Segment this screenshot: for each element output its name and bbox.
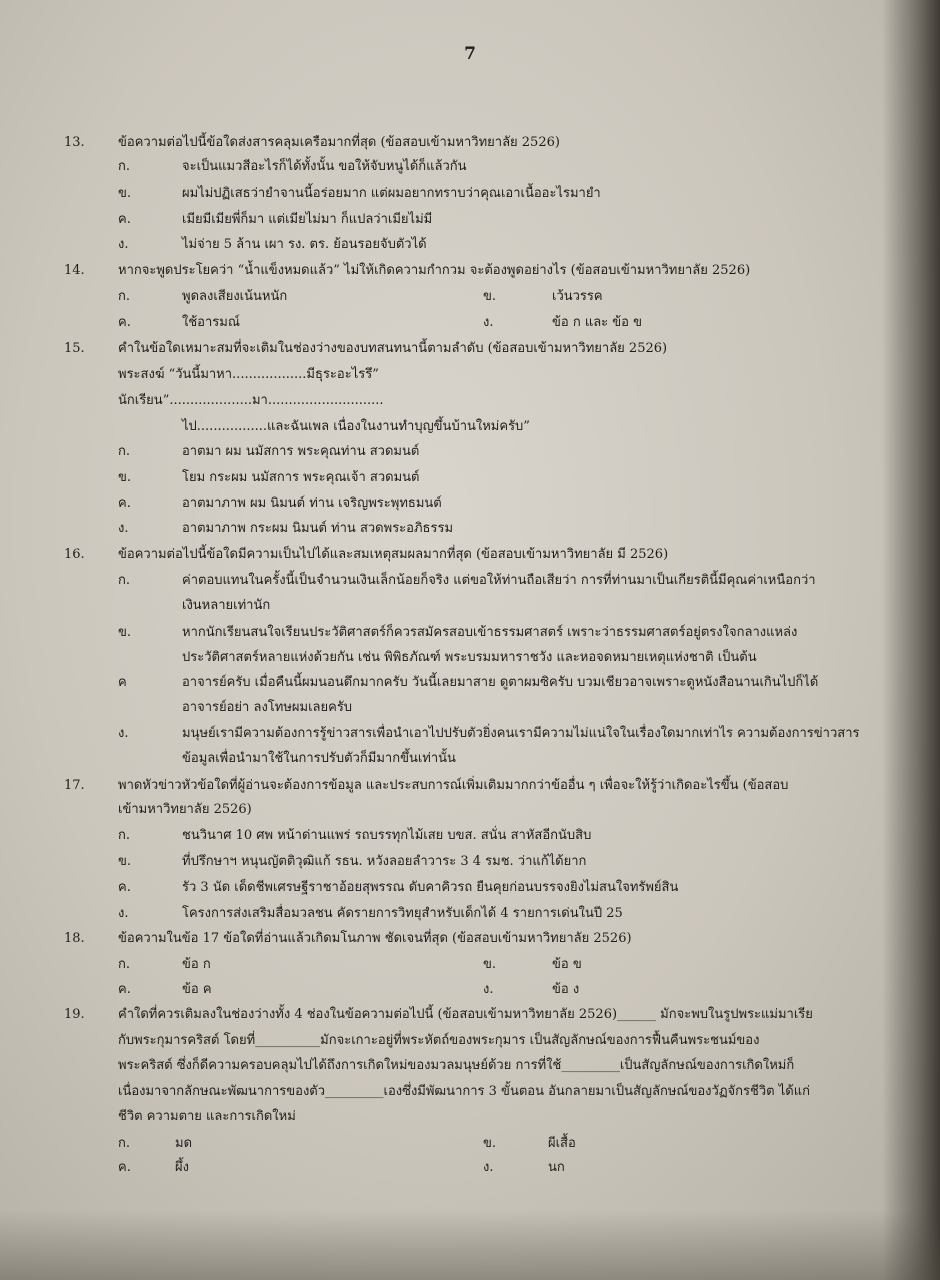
choice-label: ก.: [118, 573, 131, 588]
choice-label: ก.: [118, 957, 131, 972]
choice-text: โยม กระผม นมัสการ พระคุณเจ้า สวดมนต์: [182, 470, 420, 485]
choice-text: อาตมาภาพ กระผม นิมนต์ ท่าน สวดพระอภิธรรม: [182, 521, 454, 536]
dialog-line: นักเรียน”....................มา............................: [118, 393, 384, 408]
choice-text: รัว 3 นัด เด็ดชีพเศรษฐีราชาอ้อยสุพรรณ ดับคาคิวรถ ยืนคุยก่อนบรรจงยิงไม่สนใจทรัพย์สิน: [182, 880, 679, 895]
question-16-number: 16.: [64, 547, 85, 562]
choice-label: ง.: [483, 982, 494, 997]
choice-label: ก.: [118, 289, 131, 304]
question-18-number: 18.: [64, 931, 85, 946]
question-19-text: พระคริสต์ ซึ่งก็ดีความครอบคลุมไปได้ถึงการเกิดใหม่ของมวลมนุษย์ด้วย การที่ใช้_________เป็นสัญลักษณ์ของการเกิดใหม่ก็: [118, 1058, 795, 1073]
choice-label: ง.: [118, 726, 129, 741]
choice-label: ค.: [118, 982, 131, 997]
choice-label: ข.: [483, 289, 497, 304]
choice-text: ข้อ ข: [552, 957, 582, 972]
choice-label: ก.: [118, 159, 131, 174]
choice-label: ง.: [118, 521, 129, 536]
choice-label: ข.: [483, 1136, 497, 1151]
choice-text: ค่าตอบแทนในครั้งนี้เป็นจำนวนเงินเล็กน้อยก็จริง แต่ขอให้ท่านถือเสียว่า การที่ท่านมาเป็นเกียรตินี้มีคุณค่าเหนือกว่า: [182, 573, 816, 588]
choice-text: นก: [548, 1160, 565, 1175]
choice-text: ข้อ ก: [182, 957, 211, 972]
choice-text: ใช้อารมณ์: [182, 315, 240, 330]
choice-label: ง.: [483, 1160, 494, 1175]
question-17-text: เข้ามหาวิทยาลัย 2526): [118, 802, 252, 817]
choice-text: อาจารย์ครับ เมื่อคืนนี้ผมนอนดึกมากครับ วันนี้เลยมาสาย ดูตาผมซิครับ บวมเชียวอาจเพราะดูหนังสือนานเกินไปก็ได้: [182, 675, 819, 690]
choice-text: ประวัติศาสตร์หลายแห่งด้วยกัน เช่น พิพิธภัณฑ์ พระบรมมหาราชวัง และหอจดหมายเหตุแห่งชาติ เป็นต้น: [182, 650, 757, 665]
choice-label: ข.: [118, 186, 132, 201]
question-14-number: 14.: [64, 263, 85, 278]
choice-text: มด: [175, 1136, 193, 1151]
choice-text: เว้นวรรค: [552, 289, 603, 304]
choice-text: ที่ปรึกษาฯ หนุนญัตติวุฒิแก้ รธน. หวังลอยลำวาระ 3 4 รมช. ว่าแก้ได้ยาก: [182, 854, 587, 869]
choice-text: เงินหลายเท่านัก: [182, 598, 271, 613]
choice-text: โครงการส่งเสริมสื่อมวลชน คัดรายการวิทยุสำหรับเด็กได้ 4 รายการเด่นในปี 25: [182, 906, 623, 921]
choice-text: ข้อ ก และ ข้อ ข: [552, 315, 643, 330]
choice-label: ค.: [118, 315, 131, 330]
choice-label: ข.: [483, 957, 497, 972]
question-19-number: 19.: [64, 1007, 85, 1022]
question-19-text: เนื่องมาจากลักษณะพัฒนาการของตัว_________เองซึ่งมีพัฒนาการ 3 ขั้นตอน อันกลายมาเป็นสัญลักษณ์ของวัฏจักรชีวิต ได้แก่: [118, 1084, 810, 1099]
question-14-text: หากจะพูดประโยคว่า “น้ำแข็งหมดแล้ว” ไม่ให้เกิดความกำกวม จะต้องพูดอย่างไร (ข้อสอบเข้ามหาวิทยาลัย 2526): [118, 263, 751, 278]
choice-text: อาตมาภาพ ผม นิมนต์ ท่าน เจริญพระพุทธมนต์: [182, 496, 442, 511]
choice-label: ก.: [118, 1136, 131, 1151]
choice-label: ง.: [118, 237, 129, 252]
choice-label: ก.: [118, 828, 131, 843]
choice-text: จะเป็นแมวสีอะไรก็ได้ทั้งนั้น ขอให้จับหนูได้ก็แล้วกัน: [182, 159, 467, 174]
choice-text: ผึ้ง: [175, 1160, 189, 1175]
choice-text: เมียมีเมียพี่ก็มา แต่เมียไม่มา ก็แปลว่าเมียไม่มี: [182, 212, 433, 227]
question-13-text: ข้อความต่อไปนี้ข้อใดส่งสารคลุมเครือมากที่สุด (ข้อสอบเข้ามหาวิทยาลัย 2526): [118, 135, 560, 150]
choice-text: มนุษย์เรามีความต้องการรู้ข่าวสารเพื่อนำเอาไปปรับตัวยิ่งคนเรามีความไม่แน่ใจในเรื่องใดมากเท่าไร ความต้องการข่าวสาร: [182, 726, 860, 741]
page-number: 7: [464, 44, 476, 64]
question-19-text: คำใดที่ควรเติมลงในช่องว่างทั้ง 4 ช่องในข้อความต่อไปนี้ (ข้อสอบเข้ามหาวิทยาลัย 2526)______ มักจะพบในรูปพระแม่มาเรีย: [118, 1007, 813, 1022]
choice-label: ค.: [118, 880, 131, 895]
choice-label: ค.: [118, 212, 131, 227]
question-18-text: ข้อความในข้อ 17 ข้อใดที่อ่านแล้วเกิดมโนภาพ ชัดเจนที่สุด (ข้อสอบเข้ามหาวิทยาลัย 2526): [118, 931, 632, 946]
choice-text: ผมไม่ปฏิเสธว่ายำจานนี้อร่อยมาก แต่ผมอยากทราบว่าคุณเอาเนื้ออะไรมายำ: [182, 186, 601, 201]
choice-text: ข้อ ค: [182, 982, 212, 997]
choice-label: ง.: [483, 315, 494, 330]
choice-label: ค.: [118, 1160, 131, 1175]
choice-text: อาจารย์อย่า ลงโทษผมเลยครับ: [182, 700, 353, 715]
choice-text: ผีเสื้อ: [548, 1136, 576, 1151]
choice-text: ไม่จ่าย 5 ล้าน เผา รง. ตร. ย้อนรอยจับตัวได้: [182, 237, 427, 252]
choice-text: ข้อมูลเพื่อนำมาใช้ในการปรับตัวก็มีมากขึ้นเท่านั้น: [182, 751, 456, 766]
choice-text: อาตมา ผม นมัสการ พระคุณท่าน สวดมนต์: [182, 444, 420, 459]
question-15-text: คำในข้อใดเหมาะสมที่จะเติมในช่องว่างของบทสนทนานี้ตามลำดับ (ข้อสอบเข้ามหาวิทยาลัย 2526): [118, 341, 668, 356]
page-shadow-right: [882, 0, 940, 1280]
choice-label: ง.: [118, 906, 129, 921]
choice-label: ก.: [118, 444, 131, 459]
question-17-text: พาดหัวข่าวหัวข้อใดที่ผู้อ่านจะต้องการข้อมูล และประสบการณ์เพิ่มเติมมากกว่าข้ออื่น ๆ เพื่อจะให้รู้ว่าเกิดอะไรขึ้น (ข้อสอบ: [118, 778, 789, 793]
dialog-line: ไป.................และฉันเพล เนื่องในงานทำบุญขึ้นบ้านใหม่ครับ”: [182, 419, 530, 434]
choice-label: ข.: [118, 470, 132, 485]
question-19-text: กับพระกุมารคริสต์ โดยที่__________มักจะเกาะอยู่ที่พระหัตถ์ของพระกุมาร เป็นสัญลักษณ์ของการฟื้นคืนพระชนม์ของ: [118, 1033, 760, 1048]
question-19-text: ชีวิต ความตาย และการเกิดใหม่: [118, 1109, 296, 1124]
choice-label: ข.: [118, 854, 132, 869]
question-17-number: 17.: [64, 778, 85, 793]
question-16-text: ข้อความต่อไปนี้ข้อใดมีความเป็นไปได้และสมเหตุสมผลมากที่สุด (ข้อสอบเข้ามหาวิทยาลัย มี 2526): [118, 547, 669, 562]
choice-label: ข.: [118, 625, 132, 640]
choice-text: หากนักเรียนสนใจเรียนประวัติศาสตร์ก็ควรสมัครสอบเข้าธรรมศาสตร์ เพราะว่าธรรมศาสตร์อยู่ตรงใจกลางแหล่ง: [182, 625, 798, 640]
question-13-number: 13.: [64, 135, 85, 150]
page-shadow-bottom: [0, 1210, 940, 1280]
choice-label: ค.: [118, 496, 131, 511]
dialog-line: พระสงฆ์ “วันนี้มาหา..................มีธุระอะไรรึ”: [118, 367, 379, 382]
choice-label: ค: [118, 675, 127, 690]
choice-text: ชนวินาศ 10 ศพ หน้าด่านแพร่ รถบรรทุกไม้เสย บขส. สนั่น สาหัสอีกนับสิบ: [182, 828, 592, 843]
choice-text: ข้อ ง: [552, 982, 580, 997]
question-15-number: 15.: [64, 341, 85, 356]
choice-text: พูดลงเสียงเน้นหนัก: [182, 289, 288, 304]
